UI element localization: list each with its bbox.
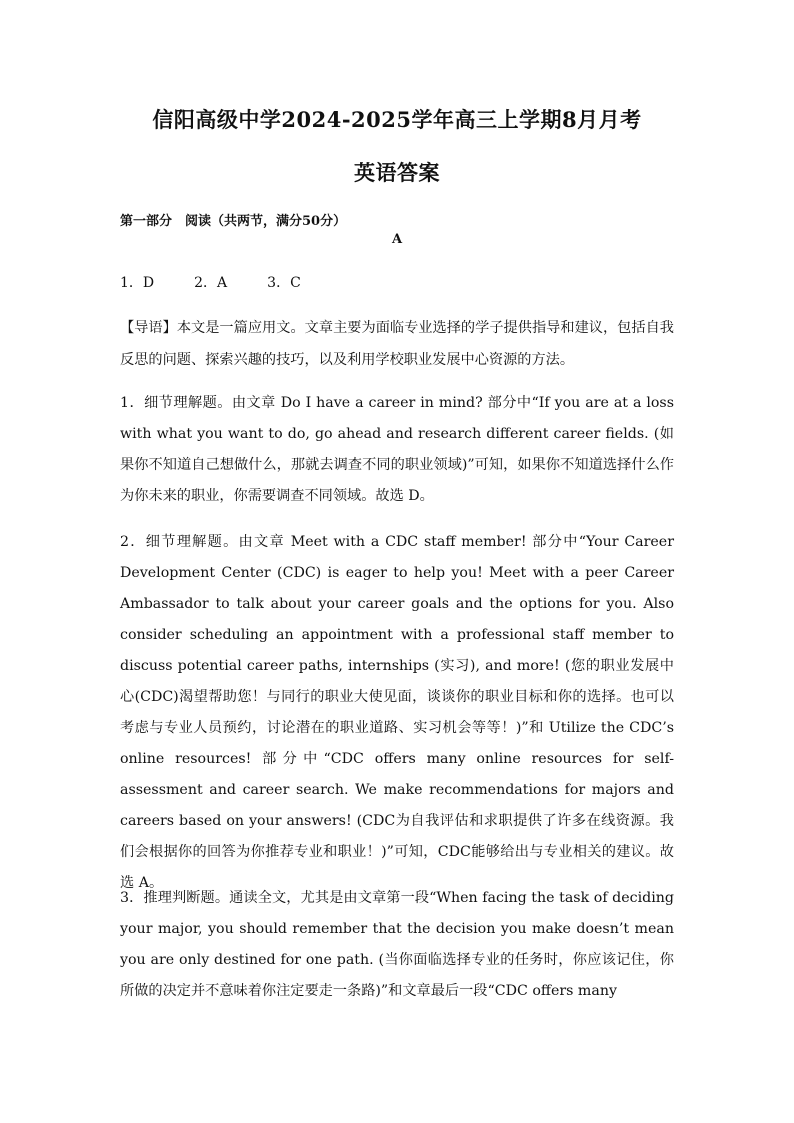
question-1-explanation: 1．细节理解题。由文章 Do I have a career in mind? 部分中“If you are at a loss with what you want to do, go ahead and research different career fields. (如果你不知道自己想做什么，那就去调查不同的职业领域)”可知，如果你不知道选择什么作为你未来的职业，你需要调查不同领域。故选 D。 xyxy=(120,395,674,504)
answer-3: 3．C xyxy=(267,275,301,291)
document-subtitle: 英语答案 xyxy=(354,160,440,185)
question-3-explanation: 3．推理判断题。通读全文，尤其是由文章第一段“When facing the task of deciding your major, you should remember that the decision you make doesn’t mean you are only destined for one path. (当你面临选择专业的任务时，你应该记住，你所做的决定并不意味着你注定要走一条路)”和文章最后一段“CDC offers many xyxy=(120,890,674,999)
question-2-explanation: 2．细节理解题。由文章 Meet with a CDC staff member! 部分中“Your Career Development Center (CDC) is eager to help you! Meet with a peer Career Ambassador to talk about your career goals and the options for you. Also consider scheduling an appointment with a professional staff member to discuss potential career paths, internships (实习), and more! (您的职业发展中心(CDC)渴望帮助您！与同行的职业大使见面，谈谈你的职业目标和你的选择。也可以考虑与专业人员预约，讨论潜在的职业道路、实习机会等等！)”和 Utilize the CDC’s online resources! 部分中“CDC offers many online resources for self-assessment and career search. We make recommendations for majors and careers based on your answers! (CDC为自我评估和求职提供了许多在线资源。我们会根据你的回答为你推荐专业和职业！)”可知，CDC能够给出与专业相关的建议。故选 A。 xyxy=(120,534,674,891)
answer-2: 2．A xyxy=(194,275,228,291)
section-heading: 第一部分 阅读（共两节，满分50分） xyxy=(120,214,347,229)
answer-1: 1．D xyxy=(120,275,155,291)
document-title: 信阳高级中学2024-2025学年高三上学期8月月考 xyxy=(152,107,642,132)
section-letter: A xyxy=(391,232,403,247)
answer-key xyxy=(120,272,301,292)
intro-paragraph: 【导语】本文是一篇应用文。文章主要为面临专业选择的学子提供指导和建议，包括自我反思的问题、探索兴趣的技巧，以及利用学校职业发展中心资源的方法。 xyxy=(120,320,674,368)
